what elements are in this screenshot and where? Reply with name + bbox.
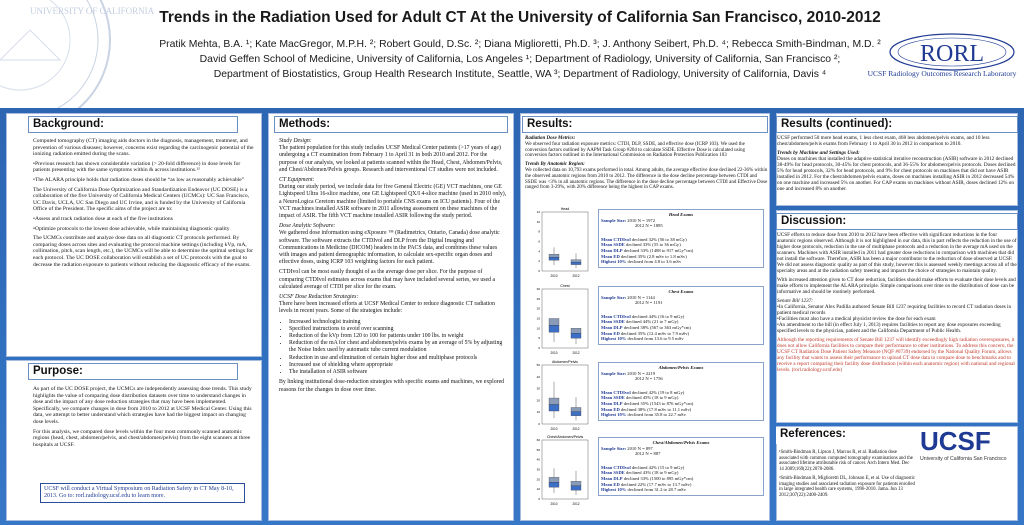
stat-row: Highest 10% declined from 4.8 to 3.6 mSv <box>601 259 682 265</box>
poster-title: Trends in the Radiation Used for Adult CT At the University of California San Francisco, 2010-2012 <box>159 9 881 26</box>
stat-row: Mean ED declined 35% (2.8 mSv to 1.8 mSv) <box>601 253 687 259</box>
strategies-intro: There have been increased efforts at UCSF Medical Center to reduce diagnostic CT radiation levels in recent years. Some of the strategies include: <box>279 301 495 315</box>
y-tick-label: 12 <box>536 210 540 214</box>
stat-row: Highest 10% declined from 13.6 to 9.5 mSv <box>601 336 684 342</box>
senate-bill-text-2: •Facilities must also have a medical physicist review the dose for each exam <box>777 316 936 322</box>
box-upper <box>549 319 559 326</box>
methods-text <box>279 138 507 397</box>
stat-row: Mean DLP declined 35% (1543 to 876 mGy*cm) <box>601 400 694 406</box>
stat-title: Chest Exams <box>668 289 694 294</box>
nqf-note: Although the reporting requirements of Senate Bill 1237 will identify exceedingly high radiation overexposures, it does not allow California facilities to compare their performance to other institutions. To address this concern, the UCSF CT Radiation Dose Patient Safety Measure (NQF #0739) endorsed by the National Quality Forum, allows any facility that wants to assess their performance to upload CT dose data to compare dose to benchmarks and to receive a report comparing their facility dose distribution (within each anatomic region) with national and regional levels. (rorl.radiology.ucsf.edu) <box>777 337 1015 373</box>
y-tick-label: 20 <box>536 306 540 311</box>
stat-row: Mean CTDIvol declined 42% (15 to 9 mGy) <box>601 464 685 470</box>
background-p3: •The ALARA principle holds that radiation doses should be “as low as reasonably achievable” <box>33 176 245 183</box>
methods-heading: Methods: <box>274 116 508 133</box>
box-lower <box>549 257 559 260</box>
background-p5: The UCMCs contribute and analyze dose data on all diagnostic CT protocols performed. By comparing doses across sites and evaluating the protocol machine settings (including kVp, mA, collimation, pitch, scan length, etc.), the UCMCs will be able to determine the optimal settings for each protocol. The UC DOSE collaboration will establish a set of UC protocols with the goal to decrease the radiation exposure to patients without reducing the diagnostic efficacy of the exams. <box>33 235 253 268</box>
background-aim1: •Assess and track radiation dose at each of the five institutions <box>33 215 173 222</box>
y-tick-label: 40 <box>536 374 540 379</box>
discussion-p1: UCSF efforts to reduce dose from 2010 to 2012 have been effective with significant reductions in the four anatomic regions observed. Although it is not highlighted in our data, this in part reflects the reduction in the use of higher dose protocols, reduction in the use of multiphase protocols and a reduction in the average mA used on the scanners. Machines with ASIR installed in 2011 had greater dose reductions in comparison with machines that did not install the software. Therefore, ASIR has been a major contributor to the reduction of dose observed at UCSF. We did not assess diagnostic quality as part of this study, however this is assessed weekly meetings across all of the specialty areas and at the radiation safety meeting and impacts the choice of strategies to maintain quality. <box>777 232 1017 274</box>
stat-label: Mean ED <box>601 330 620 336</box>
sample-size-label: Sample Size: <box>601 370 627 376</box>
purpose-text <box>33 386 255 451</box>
x-tick-label: 2012 <box>572 502 580 506</box>
y-tick-label: 30 <box>536 386 540 391</box>
box-upper <box>549 477 559 482</box>
study-design-text: The patient population for this study includes UCSF Medical Center patients (>17 years of age) undergoing a CT examination from February 1 to April 31 in both 2010 and 2012. For the purpose of our analysis, we looked at patients scanned within the Head, Chest, Abdomen/Pelvis, and Chest/Abdomen/Pelvis groups. Research and interventional CT studies were not included. <box>279 145 503 173</box>
references-list <box>779 450 915 499</box>
y-tick-label: 20 <box>536 477 540 482</box>
head-box-plot <box>530 205 590 281</box>
methods-closing: By linking institutional dose-reduction strategies with specific exams and machines, we explored reasons for the changes in dose over time. <box>279 379 505 393</box>
background-p1: Computed tomography (CT) imaging aids doctors in the diagnosis, management, treatment, and prevention of various diseases; however, concerns exist regarding the carcinogenic potential of the ionizing radiation emitted during the scans. <box>33 138 254 158</box>
affiliations-line-1: David Geffen School of Medicine, University of California, Los Angeles ¹; Department of Radiology, University of California, San Francisco ²; <box>199 54 841 65</box>
y-tick-label: 30 <box>536 467 540 472</box>
stat-row: Mean DLP declined 33% (1488 to 917 mGy*cm) <box>601 247 694 253</box>
stat-row: Mean SSDE declined 33% (55 to 36 mGy) <box>601 242 681 248</box>
y-tick-label: 4 <box>538 249 540 254</box>
results-continued-text <box>777 135 1017 195</box>
stat-row: Mean ED declined 38% (17.8 mSv to 11.1 mSv) <box>601 406 692 412</box>
results-continued-heading: Results (continued): <box>776 116 1018 133</box>
y-tick-label: 50 <box>536 447 540 452</box>
head-stats <box>598 209 764 268</box>
y-tick-label: 50 <box>536 363 540 367</box>
stat-row: Mean DLP declined 33% (1500 to 895 mGy*cm) <box>601 475 694 481</box>
background-text <box>33 138 255 271</box>
chart-title: Abdomen/Pelvis <box>552 360 578 364</box>
stat-title: Chest/Abdomen/Pelvis Exams <box>652 440 710 445</box>
x-tick-label: 2010 <box>550 274 558 278</box>
x-tick-label: 2010 <box>550 351 558 355</box>
stat-label: Mean ED <box>601 481 620 487</box>
symposium-notice: UCSF will conduct a Virtual Symposium on Radiation Safety in CT May 8-10, 2013. Go to: rorl.radiology.ucsf.edu to learn more. <box>40 483 245 503</box>
x-tick-label: 2010 <box>550 427 558 431</box>
box-upper <box>549 254 559 257</box>
stat-row: Mean ED declined 35% (12.4 mSv to 7.9 mSv) <box>601 330 690 336</box>
stat-label: Mean CTDIvol <box>601 389 631 395</box>
strategy-item: • Reduction in use and elimination of certain higher dose and multiphase protocols <box>289 355 507 362</box>
stat-row: Mean SSDE declined 45% (18 to 9 mGy) <box>601 395 679 401</box>
chart-title: Chest/Abdomen/Pelvis <box>546 435 584 439</box>
y-tick-label: 0 <box>538 346 540 350</box>
box-lower <box>549 405 559 411</box>
background-heading: Background: <box>28 116 238 133</box>
box-lower <box>571 412 581 416</box>
chart-title: Chest <box>560 284 570 288</box>
stat-label: Highest 10% <box>601 412 627 418</box>
chart-title: Head <box>560 207 570 211</box>
stat-row: Highest 10% declined from 31.2 to 28.7 mSv <box>601 487 686 493</box>
affiliations-line-2: Department of Biostatistics, Group Health Research Institute, Seattle, WA ³; Department of Radiology, University of California, Davis ⁴ <box>213 69 827 80</box>
results-heading: Results: <box>522 116 768 133</box>
abdomen-pelvis-stats <box>598 362 764 421</box>
chest-stats <box>598 286 764 345</box>
box-lower <box>571 333 581 338</box>
purpose-p2: For this analysis, we compared dose levels within the four most commonly scanned anatomic regions (head, chest, abdomen/pelvis, and chest/abdomen/pelvis) from the eight scanners at three hospitals at UCSF. <box>33 428 251 448</box>
y-tick-label: 0 <box>538 422 540 426</box>
sample-size: Sample Size: 2010 N = 1972 <box>601 217 656 223</box>
purpose-heading: Purpose: <box>28 363 238 380</box>
ct-equipment-text: During our study period, we include data for five General Electric (GE) VCT machines, one GE Lightspeed Ultra 16-slice machine, one GE Lightspeed QX/I 4-slice machine (used in 2010 only), a NeuroLogica Ceretom machine (limited to portable CNS exams on ICU patients). Four of the VCT machines installed ASIR software in 2011 allowing assessment on these machines of the impact of ASIR. The fifth VCT machine installed ASIR following the study period. <box>279 184 507 220</box>
box-lower <box>549 325 559 332</box>
strategies-list <box>289 319 507 377</box>
strategy-item: • The installation of ASIR software <box>289 369 507 376</box>
background-p2: •Previous research has shown considerable variation (> 20-fold difference) in dose levels for patients presenting with the same symptoms within & across institutions.¹² <box>33 160 241 174</box>
y-tick-label: 60 <box>536 438 540 442</box>
study-design-title: Study Design: <box>279 138 312 144</box>
stat-label: Mean DLP <box>601 247 623 253</box>
ct-equipment-title: CT Equipment: <box>279 177 315 184</box>
references-heading: References: <box>776 427 916 444</box>
ctdivol-text: CTDIvol can be most easily thought of as the average dose per slice. For the purpose of comparing CTDIvol estimates across exams that may have included several series, we used a calculated average of CTDI per slice for the exam. <box>279 269 496 290</box>
stat-title: Abdomen/Pelvis Exams <box>658 365 704 370</box>
trends-title: Trends By Anatomic Region: <box>525 162 585 168</box>
x-tick-label: 2012 <box>572 351 580 355</box>
stat-label: Mean ED <box>601 406 620 412</box>
sample-size: Sample Size: 2010 N = 897 <box>601 445 653 451</box>
stat-row: Mean DLP declined 38% (567 to 363 mGy*cm) <box>601 324 691 330</box>
y-tick-label: 15 <box>536 316 540 321</box>
stat-row: Highest 10% declined from 35.8 to 22.7 mSv <box>601 412 686 418</box>
y-tick-label: 25 <box>536 296 540 301</box>
senate-bill-text-1: •In California, Senator Alex Padilla authored Senate Bill 1237 requiring facilities to record CT radiation doses in patient medical records <box>777 304 1012 316</box>
machine-trends-title: Trends by Machine and Settings Used: <box>777 150 860 156</box>
y-tick-label: 8 <box>538 229 540 234</box>
sample-size: Sample Size: 2010 N = 2219 <box>601 370 656 376</box>
x-tick-label: 2012 <box>572 274 580 278</box>
y-tick-label: 30 <box>536 287 540 291</box>
strategy-item: • Specified instructions to avoid over scanning <box>289 326 507 333</box>
x-tick-label: 2012 <box>572 427 580 431</box>
y-tick-label: 10 <box>536 326 540 331</box>
y-tick-label: 0 <box>538 269 540 273</box>
strategies-title: UCSF Dose Reduction Strategies: <box>279 294 359 301</box>
stat-label: Mean DLP <box>601 324 623 330</box>
stat-label: Mean SSDE <box>601 242 625 248</box>
box-upper <box>571 260 581 262</box>
stat-row: Mean SSDE declined 44% (21 to 7 mGy) <box>601 319 679 325</box>
authors-line: Pratik Mehta, B.A. ¹; Kate MacGregor, M.P.H. ²; Robert Gould, D.Sc. ²; Diana Miglioretti, Ph.D. ³; J. Anthony Seibert, Ph.D. ⁴; Rebecca Smith-Bindman, M.D. ² <box>159 39 881 50</box>
ucsf-logo-caption: University of California San Francisco <box>920 456 1007 462</box>
sample-size-2012: 2012 N = 887 <box>635 451 661 457</box>
reference-1: ¹Smith-Bindman R, Lipson J, Marcus R, et al. Radiation dose associated with common computed tomography examinations and the associated lifetime attributable risk of cancer. Arch Intern Med. Dec 14 2009;169(22):2078-2086. <box>779 450 913 473</box>
seal-text: UNIVERSITY OF CALIFORNIA <box>30 6 155 16</box>
box-upper <box>571 481 581 485</box>
sample-size-label: Sample Size: <box>601 217 627 223</box>
sample-size: Sample Size: 2010 N = 1144 <box>601 294 655 300</box>
stat-label: Mean CTDIvol <box>601 313 631 319</box>
stat-label: Highest 10% <box>601 487 627 493</box>
sample-size-label: Sample Size: <box>601 294 627 300</box>
y-tick-label: 10 <box>536 219 540 224</box>
reference-2: ²Smith-Bindman R, Miglioretti DL, Johnson E, et al. Use of diagnostic imaging studies and associated radiation exposure for patients enrolled in large integrated health care systems, 1996-2010. Jama. Jun 13 2012;307(22):2400-2409. <box>779 475 916 498</box>
purpose-p1: As part of the UC DOSE project, the UCMCs are independently assessing dose trends. This study highlights the value of comparing dose distribution datasets over time to understand changes in dose and the impact of any dose reduction strategies that may have been implemented. Specifically, we compare changes in dose from 2010 to 2012 at UCSF Medical Center. Using this data, we attempt to better understand which strategies have had the biggest impact on changing dose levels. <box>33 386 252 425</box>
box-lower <box>571 262 581 264</box>
rorl-caption: UCSF Radiology Outcomes Research Laboratory <box>867 69 1017 78</box>
university-seal-watermark <box>0 0 155 108</box>
abdomen-pelvis-box-plot <box>530 358 590 434</box>
x-tick-label: 2010 <box>550 502 558 506</box>
y-tick-label: 5 <box>538 336 540 341</box>
chest-abdomen-pelvis-stats <box>598 437 764 496</box>
box-upper <box>571 328 581 333</box>
y-tick-label: 0 <box>538 497 540 501</box>
machine-trends-text: Doses on machines that installed the adaptive statistical iterative reconstruction (ASIR) software in 2012 declined 38-49% for head protocols, 30-45% for chest protocols, and 36-55% for abdomen/pelvis protocols. Doses declined 5% for head protocols, 32% for head protocols, and 9% for chest protocols on machines that did not have ASIR installed in 2012. For the chest/abdomen/pelvis exams, doses on machines installing ASIR in 2012 decreased 54% on one machine and increased 5% on another. For CAP exams on machines without ASIR, doses declined 12% on one and increased 8% on another. <box>777 156 1016 192</box>
author-block <box>130 37 910 82</box>
box-upper <box>549 398 559 404</box>
y-tick-label: 10 <box>536 487 540 492</box>
y-tick-label: 2 <box>538 259 540 264</box>
stat-label: Mean DLP <box>601 475 623 481</box>
discussion-text <box>777 232 1017 376</box>
discussion-heading: Discussion: <box>776 213 1018 230</box>
metrics-text: We observed four radiation exposure metrics: CTDI, DLP, SSDE, and effective dose (ICRP 103). We used the conversion factors outlined by AAPM Task Group #204 to calculate SSDE. Effective Dose is calculated using conversion factors outlined in the International Commission on Radiation Protection Publication 103 <box>525 141 745 159</box>
sample-size-label: Sample Size: <box>601 445 627 451</box>
y-tick-label: 20 <box>536 398 540 403</box>
ucsf-logo-text: UCSF <box>920 426 991 456</box>
discussion-p2: With increased attention given to CT dose reduction, facilities should make efforts to evaluate their dose levels and make efforts to implement the ALARA principle. Simple comparisons over time on the distribution of dose can be informative and should be routinely performed. <box>777 277 1016 295</box>
stat-label: Highest 10% <box>601 336 627 342</box>
strategy-item: • Reduction of the kVp from 120 to 100 for patients under 100 lbs. in weight <box>289 333 507 340</box>
senate-bill-title: Senate Bill 1237: <box>777 298 814 304</box>
chest-box-plot <box>530 282 590 358</box>
stat-row: Mean ED declined 22% (17.7 mSv to 13.7 mSv) <box>601 481 692 487</box>
box-lower <box>571 486 581 490</box>
senate-bill-text-3: •An amendment to the bill (in effect July 1, 2013) requires facilities to report any dose exposures exceeding specified levels to the physician, patient and the California Department of Public Health. <box>777 322 1001 334</box>
stat-row: Mean CTDIvol declined 42% (19 to 8 mGy) <box>601 389 685 395</box>
box-lower <box>549 482 559 487</box>
stat-row: Mean CTDIvol declined 32% (56 to 38 mGy) <box>601 236 687 242</box>
trends-text: We collected data on 10,793 exams performed in total. Among adults, the average effective dose declined 22-36% within the observed anatomic regions from 2010 to 2012. The difference in the dose decline percentage between CTDI and SSDE was <3% in all anatomic regions. The difference in the dose decline percentage between CTDI and Effective Dose ranged from 3-29%, with 20% difference being the highest in CAP exams. <box>525 167 768 191</box>
results-text <box>525 136 768 194</box>
poster-header <box>0 0 1024 108</box>
stat-label: Mean DLP <box>601 400 623 406</box>
y-tick-label: 40 <box>536 457 540 462</box>
ucsf-logo <box>918 422 1018 468</box>
stat-label: Mean SSDE <box>601 319 625 325</box>
rorl-logo-text: RORL <box>919 41 985 67</box>
y-tick-label: 6 <box>538 239 540 244</box>
box-upper <box>571 407 581 411</box>
stat-label: Highest 10% <box>601 259 627 265</box>
stat-row: Mean SSDE declined 43% (18 to 9 mGy) <box>601 470 679 476</box>
background-p4: The University of California Dose Optimization and Standardization Endeavor (UC DOSE) is a collaboration of the five University of California Medical Centers (UCMCs): UC San Francisco, UC Davis, UCLA, UC San Diego and UC Irvine, and is funded by the University of California Office of the President. The specific aims of the project are to: <box>33 186 250 213</box>
sample-size-2012: 2012 N = 1756 <box>635 376 663 382</box>
stat-label: Mean ED <box>601 253 620 259</box>
stat-title: Head Exams <box>668 212 694 217</box>
sample-size-2012: 2012 N = 1191 <box>635 300 663 306</box>
stat-label: Mean SSDE <box>601 470 625 476</box>
software-title: Dose Analytic Software: <box>279 223 336 230</box>
strategy-item: • Increased technologist training <box>289 319 507 326</box>
software-text: We gathered dose information using eXposure ™ (Radimetrics, Ontario, Canada) dose analytic software. The software extracts the CTDIvol and DLP from the Digital Imaging and Communications in Medicine (DICOM) headers in the PACS data, and combines these values with images and patient demographic information, to calculate sex-specific organ doses and effective doses, using ICRP 103 weighting factors for each patient. <box>279 230 500 266</box>
results-continued-p1: UCSF performed 50 more head exams, 1 less chest exam, 468 less abdomen/pelvis exams, and 10 less chest/abdomen/pelvis exams from February 1 to April 30 in 2012 in comparison to 2010. <box>777 135 990 147</box>
strategy-item: • Increased use of shielding where appropriate <box>289 362 507 369</box>
stat-label: Mean SSDE <box>601 395 625 401</box>
strategy-item: • Reduction of the mA for chest and abdomen/pelvis exams by an average of 5% by adjusting the Noise Index used by automatic tube current modulation <box>289 340 507 354</box>
background-aim2: •Optimize protocols to the lowest dose achievable, while maintaining diagnostic quality <box>33 225 230 232</box>
metrics-title: Radiation Dose Metrics: <box>525 136 576 141</box>
chest-abdomen-pelvis-box-plot <box>530 433 590 509</box>
stat-label: Mean CTDIvol <box>601 236 631 242</box>
y-tick-label: 10 <box>536 410 540 415</box>
sample-size-2012: 2012 N = 1885 <box>635 223 663 229</box>
stat-row: Mean CTDIvol declined 44% (16 to 9 mGy) <box>601 313 685 319</box>
stat-label: Mean CTDIvol <box>601 464 631 470</box>
